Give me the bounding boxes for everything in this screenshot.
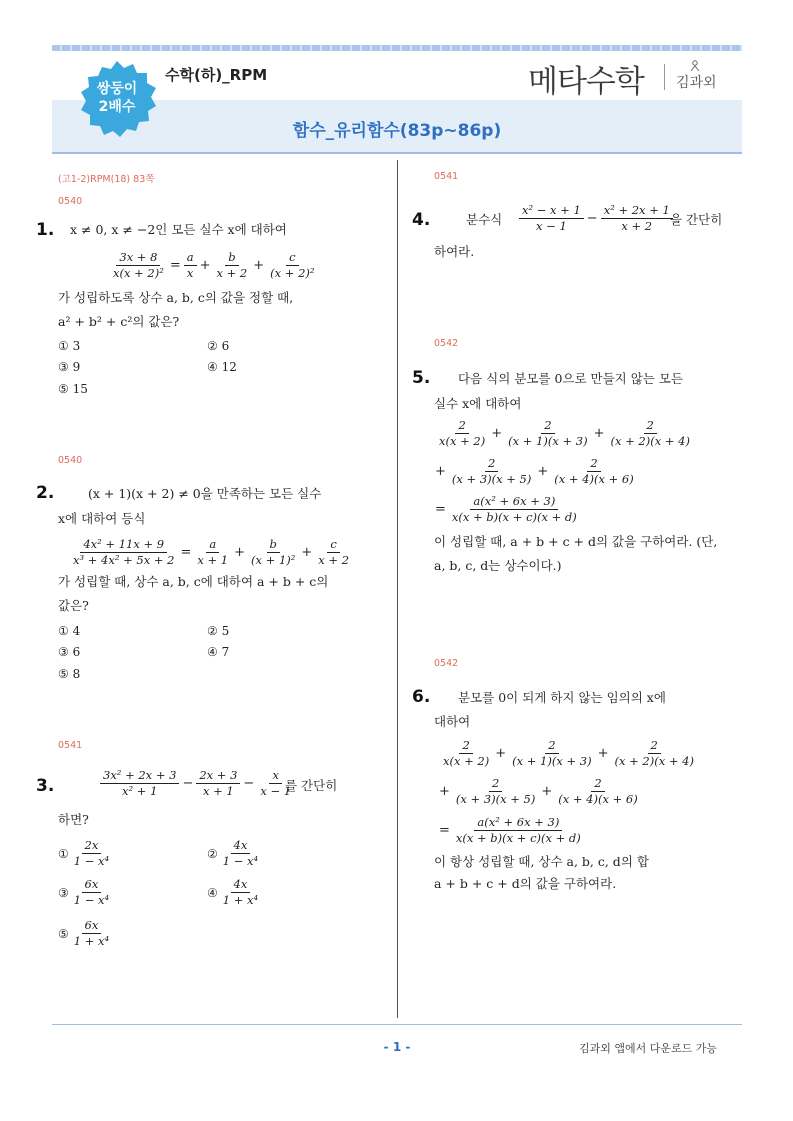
fraction: $\frac{\text{x² + 2x + 1}}{x + 2}$ [601, 203, 673, 234]
problem-tag: 0540 [58, 455, 83, 466]
equation-row: + $\frac{2}{(x + 3)(x + 5)}$ + $\frac{2}{(x + 4)(x + 6)}$ [438, 776, 643, 807]
choice-4[interactable]: ④ $\frac{4x}{\text{1 + x⁴}}$ [207, 877, 263, 908]
fraction: $\frac{6x}{\text{1 + x⁴}}$ [73, 918, 110, 948]
choice-5[interactable]: ⑤ 8 [58, 667, 81, 681]
brand-logo: 메타수학 [528, 64, 644, 100]
problem-number: 1. [36, 220, 55, 240]
fraction: $\frac{2}{(x + 3)(x + 5)}$ [455, 776, 536, 806]
page-number: - 1 - [383, 1040, 411, 1054]
equation-row: + $\frac{2}{(x + 3)(x + 5)}$ + $\frac{2}{(x + 4)(x + 6)}$ [434, 456, 639, 487]
problem-tag: 0542 [434, 658, 459, 669]
choice-1[interactable]: ① $\frac{2x}{\text{1 − x⁴}}$ [58, 838, 114, 869]
fraction: $\frac{b}{\text{(x + 1)²}}$ [251, 537, 296, 567]
top-stripe [52, 45, 742, 51]
fraction: $\frac{3x + 8}{\text{x(x + 2)²}}$ [113, 250, 164, 280]
problem-equation: $\frac{\text{3x² + 2x + 3}}{\text{x² + 1}}$ − $\frac{2x + 3}{x + 1}$ − $\frac{x}{x - 1}$ [98, 768, 296, 799]
fraction: $\frac{2}{(x + 4)(x + 6)}$ [558, 776, 638, 806]
problem-text: a, b, c, d는 상수이다.) [434, 558, 562, 573]
equation-row: = $\frac{\text{a(x² + 6x + 3)}}{x(x + b)(x + c)(x + d)}$ [438, 815, 586, 846]
fraction: $\frac{b}{x + 2}$ [216, 250, 248, 280]
fraction: $\frac{\text{a(x² + 6x + 3)}}{x(x + b)(x + c)(x + d)}$ [451, 494, 577, 524]
fraction: $\frac{\text{x² − x + 1}}{x - 1}$ [519, 203, 584, 234]
fraction: $\frac{x}{x - 1}$ [260, 768, 292, 798]
problem-number: 3. [36, 776, 55, 796]
choice-4[interactable]: ④ 12 [207, 360, 237, 374]
course-title: 수학(하)_RPM [165, 66, 268, 84]
problem-text: 을 간단히 [670, 212, 723, 227]
badge-label: 쌍둥이 2배수 [96, 81, 138, 115]
problem-number: 6. [412, 687, 431, 707]
problem-text: x ≠ 0, x ≠ −2인 모든 실수 x에 대하여 [70, 222, 287, 237]
problem-equation: $\frac{\text{x² − x + 1}}{x - 1}$ − $\frac{\text{x² + 2x + 1}}{x + 2}$ [517, 203, 675, 234]
fraction: $\frac{4x}{\text{1 + x⁴}}$ [222, 877, 259, 907]
equation-row: = $\frac{\text{a(x² + 6x + 3)}}{x(x + b)(x + c)(x + d)}$ [434, 494, 582, 525]
footer-line [52, 1024, 742, 1025]
fraction: $\frac{2x}{\text{1 − x⁴}}$ [73, 838, 110, 868]
problem-tag: 0541 [58, 740, 83, 751]
brand-separator [664, 64, 665, 90]
choice-4[interactable]: ④ 7 [207, 645, 230, 659]
brand-sub-logo: 김과외 [676, 75, 717, 91]
choice-5[interactable]: ⑤ $\frac{6x}{\text{1 + x⁴}}$ [58, 918, 114, 949]
fraction: $\frac{2x + 3}{x + 1}$ [196, 768, 240, 799]
header-underline [52, 152, 742, 154]
column-divider [397, 160, 398, 1018]
tutor-figure-icon [690, 60, 700, 72]
fraction: $\frac{\text{4x² + 11x + 9}}{\text{x³ + 4x² + 5x + 2}}$ [73, 537, 175, 567]
problem-tag: 0540 [58, 196, 83, 207]
problem-text: 를 간단히 [285, 778, 338, 793]
fraction: $\frac{2}{(x + 1)(x + 3)}$ [512, 738, 592, 768]
problem-text: x에 대하여 등식 [58, 511, 146, 526]
problem-tag: 0542 [434, 338, 459, 349]
problem-text: 대하여 [434, 714, 471, 729]
download-note: 김과외 앱에서 다운로드 가능 [579, 1042, 718, 1055]
problem-number: 2. [36, 483, 55, 503]
problem-text: 이 성립할 때, a + b + c + d의 값을 구하여라. (단, [434, 534, 718, 549]
fraction: $\frac{4x}{\text{1 − x⁴}}$ [222, 838, 259, 868]
choice-1[interactable]: ① 3 [58, 339, 81, 353]
choice-1[interactable]: ① 4 [58, 624, 81, 638]
problem-text: 이 항상 성립할 때, 상수 a, b, c, d의 합 [434, 854, 649, 869]
problem-text: 다음 식의 분모를 0으로 만들지 않는 모든 [458, 371, 683, 386]
choice-3[interactable]: ③ $\frac{6x}{\text{1 − x⁴}}$ [58, 877, 114, 908]
problem-equation: $\frac{3x + 8}{\text{x(x + 2)²}}$ = $\frac{a}{x}$ + $\frac{b}{x + 2}$ + $\frac{c}{\text{(x + 2)²}}$ [108, 250, 320, 281]
fraction: $\frac{2}{x(x + 2)}$ [443, 738, 490, 768]
choice-2[interactable]: ② $\frac{4x}{\text{1 − x⁴}}$ [207, 838, 263, 869]
fraction: $\frac{c}{\text{(x + 2)²}}$ [270, 250, 315, 280]
choice-3[interactable]: ③ 6 [58, 645, 81, 659]
problem-text: 값은? [58, 598, 89, 613]
fraction: $\frac{a}{x}$ [184, 250, 197, 281]
fraction: $\frac{\text{3x² + 2x + 3}}{\text{x² + 1}}$ [100, 768, 179, 799]
fraction: $\frac{6x}{\text{1 − x⁴}}$ [73, 877, 110, 907]
problem-text: 하면? [58, 812, 89, 827]
fraction: $\frac{2}{(x + 2)(x + 4)}$ [614, 738, 694, 768]
choice-2[interactable]: ② 5 [207, 624, 230, 638]
problem-text: 가 성립하도록 상수 a, b, c의 값을 정할 때, [58, 290, 294, 305]
choice-3[interactable]: ③ 9 [58, 360, 81, 374]
problem-text: (x + 1)(x + 2) ≠ 0을 만족하는 모든 실수 [88, 486, 322, 501]
fraction: $\frac{2}{(x + 4)(x + 6)}$ [554, 456, 634, 486]
page-title: 함수_유리함수(83p~86p) [292, 121, 502, 141]
fraction: $\frac{c}{x + 2}$ [318, 537, 350, 567]
problem-text: 분수식 [466, 212, 503, 227]
choice-5[interactable]: ⑤ 15 [58, 382, 88, 396]
problem-text: 하여라. [434, 244, 475, 259]
fraction: $\frac{\text{a(x² + 6x + 3)}}{x(x + b)(x + c)(x + d)}$ [455, 815, 581, 845]
problem-equation: $\frac{\text{4x² + 11x + 9}}{\text{x³ + 4x² + 5x + 2}}$ = $\frac{a}{x + 1}$ + $\frac{b}{\text{(x + 1)²}}$ + $\frac{c}{x + 2}$ [68, 537, 354, 568]
fraction: $\frac{2}{(x + 2)(x + 4)}$ [610, 418, 690, 448]
source-note: (고1-2)RPM(18) 83쪽 [58, 174, 155, 185]
equation-row: $\frac{2}{x(x + 2)}$ + $\frac{2}{(x + 1)(x + 3)}$ + $\frac{2}{(x + 2)(x + 4)}$ [434, 418, 695, 449]
fraction: $\frac{2}{(x + 1)(x + 3)}$ [508, 418, 588, 448]
problem-text: 분모를 0이 되게 하지 않는 임의의 x에 [458, 690, 666, 705]
problem-text: 실수 x에 대하여 [434, 396, 522, 411]
choice-2[interactable]: ② 6 [207, 339, 230, 353]
fraction: $\frac{2}{(x + 3)(x + 5)}$ [451, 456, 532, 486]
problem-text: a² + b² + c²의 값은? [58, 314, 180, 329]
equation-row: $\frac{2}{x(x + 2)}$ + $\frac{2}{(x + 1)(x + 3)}$ + $\frac{2}{(x + 2)(x + 4)}$ [438, 738, 699, 769]
fraction: $\frac{2}{x(x + 2)}$ [439, 418, 486, 448]
problem-number: 4. [412, 210, 431, 230]
problem-number: 5. [412, 368, 431, 388]
problem-text: 가 성립할 때, 상수 a, b, c에 대하여 a + b + c의 [58, 574, 329, 589]
fraction: $\frac{a}{x + 1}$ [197, 537, 229, 567]
problem-tag: 0541 [434, 171, 459, 182]
problem-text: a + b + c + d의 값을 구하여라. [434, 876, 617, 891]
